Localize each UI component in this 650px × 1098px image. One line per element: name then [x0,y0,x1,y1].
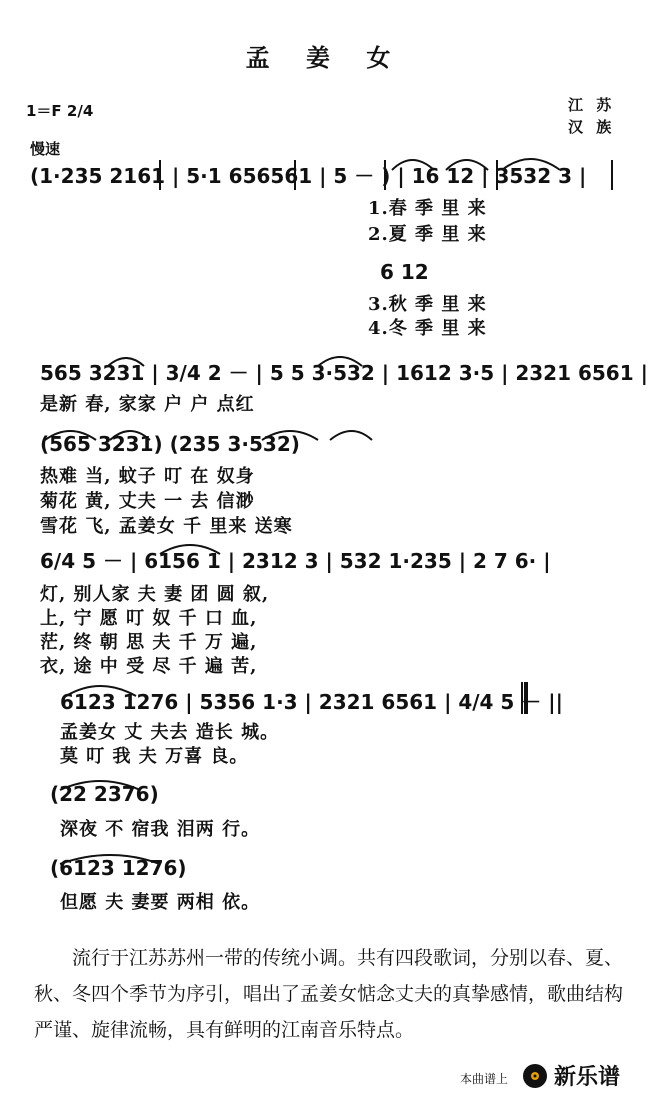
song-title: 孟 姜 女 [245,44,405,72]
notation-row-1: (1·235 2161 | 5·1 656561 | 5 － ) | 16 12 | 3532 3 | [30,164,587,188]
key-signature: 1＝F 2/4 [26,102,94,120]
record-icon [522,1063,548,1089]
notation-row-2: 565 3231 | 3/4 2 － | 5 5 3·532 | 1612 3·5 | 2321 6561 | [40,361,648,385]
song-description: 流行于江苏苏州一带的传统小调。共有四段歌词，分别以春、夏、秋、冬四个季节为序引，唱出了孟姜女惦念丈夫的真挚感情，歌曲结构严谨、旋律流畅，具有鲜明的江南音乐特点。 [34,947,624,1041]
source-label: 本曲谱上 [460,1072,509,1086]
region-province: 江 苏 [568,96,616,114]
notation-alt-ending: 6 12 [380,260,429,284]
tempo-marking: 慢速 [30,140,61,158]
brand-logo [522,1060,620,1091]
lyrics-row-7: 但愿 夫 妻要 两相 依。 [60,892,261,913]
region-label [568,94,615,138]
notation-row-6: (22 2376) [50,782,159,806]
lyrics-verse-4: 4.冬 季 里 来 [368,318,487,339]
notation-row-4: 6/4 5 － | 6156 1 | 2312 3 | 532 1·235 | 2 7 6· | [40,549,551,573]
lyrics-row-4c: 茫, 终 朝 思 夫 千 万 遍, [40,632,258,653]
lyrics-row-4d: 衣, 途 中 受 尽 千 遍 苦, [40,656,258,677]
lyrics-verse-1: 1.春 季 里 来 [368,198,487,219]
notation-row-5: 6123 1276 | 5356 1·3 | 2321 6561 | 4/4 5 － || [60,690,563,714]
lyrics-row-5a: 孟姜女 丈 夫去 造长 城。 [60,722,280,743]
lyrics-row-5b: 莫 叮 我 夫 万喜 良。 [60,746,249,767]
brand-name: 新乐谱 [554,1065,621,1090]
lyrics-verse-3: 3.秋 季 里 来 [368,294,487,315]
lyrics-verse-2: 2.夏 季 里 来 [368,224,487,245]
lyrics-row-3b: 菊花 黄, 丈夫 一 去 信渺 [40,491,255,512]
lyrics-row-3c: 雪花 飞, 孟姜女 千 里来 送寒 [40,516,293,537]
notation-row-3: (565 3231) (235 3·532) [40,432,300,456]
region-ethnicity: 汉 族 [568,118,616,136]
lyrics-row-4b: 上, 宁 愿 叮 奴 千 口 血, [40,608,258,629]
lyrics-row-3a: 热难 当, 蚊子 叮 在 奴身 [40,466,255,487]
lyrics-row-6: 深夜 不 宿我 泪两 行。 [60,819,261,840]
notation-row-7: (6123 1276) [50,856,187,880]
lyrics-row-2: 是新 春, 家家 户 户 点红 [40,394,255,415]
lyrics-row-4a: 灯, 别人家 夫 妻 团 圆 叙, [40,584,270,605]
